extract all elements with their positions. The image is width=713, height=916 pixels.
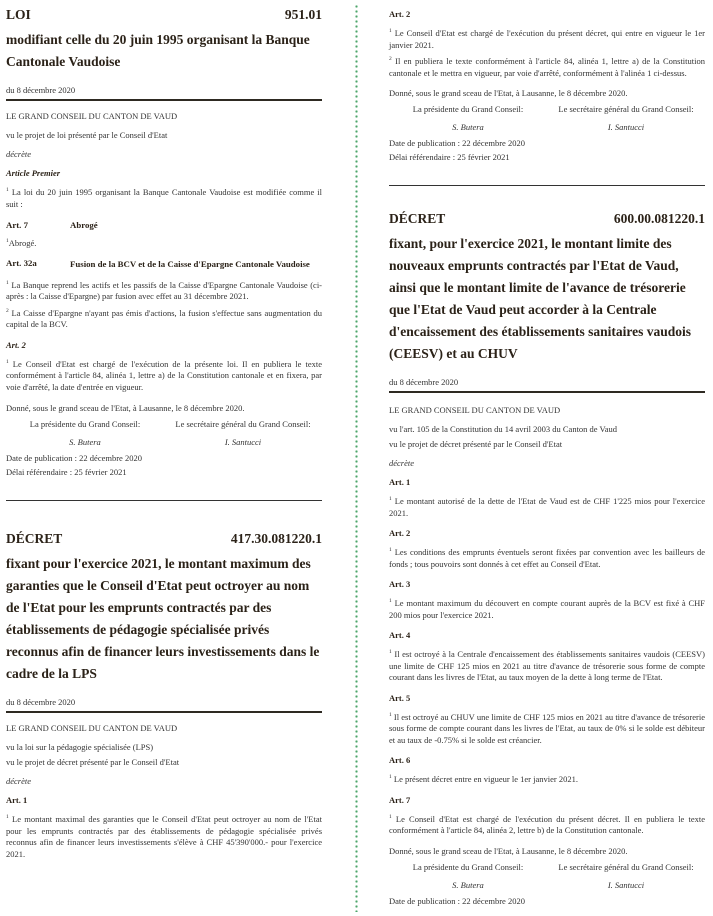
article-label: Art. 1 xyxy=(389,477,411,487)
article-label: Art. 2 xyxy=(389,528,411,538)
article-text: $^1$ Le montant autorisé de la dette de l'Etat de Vaud est de CHF 1'225 mios pour l'exercice 2021. xyxy=(389,496,705,518)
act-date: du 8 décembre 2020 xyxy=(389,377,459,387)
considerant: vu le projet de décret présenté par le Conseil d'Etat xyxy=(6,757,180,767)
art2-label: Art. 2 xyxy=(389,9,411,19)
act-date: du 8 décembre 2020 xyxy=(6,85,76,95)
publication-date: Date de publication : 22 décembre 2020 xyxy=(6,453,142,463)
act-header xyxy=(389,211,705,227)
article-label: Art. 7 xyxy=(389,794,411,805)
article-label: Art. 5 xyxy=(389,692,411,703)
signature-names: S. Butera I. Santucci xyxy=(452,879,645,890)
considerant: vu la loi sur la pédagogie spécialisée (LPS) xyxy=(6,742,154,752)
art2-label: Art. 2 xyxy=(6,339,26,350)
given-at: Donné, sous le grand sceau de l'Etat, à Lausanne, le 8 décembre 2020. xyxy=(389,845,628,856)
decrete: décrète xyxy=(6,776,32,786)
signature-roles: La présidente du Grand Conseil: Le secrétaire général du Grand Conseil: xyxy=(412,861,694,872)
referendum-deadline: Délai référendaire : 25 février 2021 xyxy=(389,152,510,162)
art32a-al1: $^1$ La Banque reprend les actifs et les passifs de la Caisse d'Epargne Cantonale Vaudoise (ci-après : la Caisse d'Epargne) par fusion avec effet au 31 décembre 2021. xyxy=(6,279,323,301)
authority: LE GRAND CONSEIL DU CANTON DE VAUD xyxy=(6,723,178,733)
header-rule xyxy=(6,99,322,101)
act-header xyxy=(6,531,322,547)
decrete: décrète xyxy=(6,149,32,159)
decret-417-30 xyxy=(6,501,322,860)
signature-names: S. Butera I. Santucci xyxy=(452,122,645,132)
act-title: modifiant celle du 20 juin 1995 organisant la Banque Cantonale Vaudoise xyxy=(6,32,310,69)
art32a-header: Art. 32a Fusion de la BCV et de la Caisse d'Epargne Cantonale Vaudoise xyxy=(6,257,310,269)
article-text: $^1$ Le Conseil d'Etat est chargé de l'exécution du présent décret. Il en publiera le texte conformément à l'article 84, alinéa 2, lettre b) de la Constitution cantonale. xyxy=(389,813,705,835)
referendum-deadline: Délai référendaire : 25 février 2021 xyxy=(6,467,127,477)
right-column xyxy=(389,0,705,906)
art2-al1: $^1$ Le Conseil d'Etat est chargé de l'exécution du présent décret, qui entre en vigueur le 1er janvier 2021. xyxy=(389,28,705,50)
act-type: DÉCRET xyxy=(6,531,63,546)
art32a-al2: $^2$ La Caisse d'Epargne n'ayant pas émis d'actions, la fusion s'effectue sans augmentation du capital de la BCV. xyxy=(6,307,322,329)
signature-roles: La présidente du Grand Conseil: Le secrétaire général du Grand Conseil: xyxy=(29,419,311,429)
publication-date: Date de publication : 22 décembre 2020 xyxy=(389,895,525,906)
act-type: DÉCRET xyxy=(389,211,446,226)
article-premier-text: $^1$ La loi du 20 juin 1995 organisant la Banque Cantonale Vaudoise est modifiée comme il suit : xyxy=(6,187,322,209)
act-type: LOI xyxy=(6,7,31,22)
decrete: décrète xyxy=(389,458,415,468)
decret-600-00 xyxy=(389,186,705,906)
article-text: $^1$ Le montant maximum du découvert en compte courant auprès de la BCV est fixé à CHF 200 mios pour l'exercice 2021. xyxy=(389,598,706,620)
act-number: 600.00.081220.1 xyxy=(613,211,705,226)
article-list xyxy=(389,477,705,837)
art2-al2: $^2$ Il en publiera le texte conformément à l'article 84, alinéa 1, lettre a) de la Constitution cantonale et le mettra en vigueur, par voie d'arrêté, conformément à l'alinéa 1 ci-dessus. xyxy=(389,56,706,78)
given-at: Donné, sous le grand sceau de l'Etat, à Lausanne, le 8 décembre 2020. xyxy=(6,403,245,413)
considerant: vu l'art. 105 de la Constitution du 14 avril 2003 du Canton de Vaud xyxy=(389,424,618,434)
signature-roles: La présidente du Grand Conseil: Le secrétaire général du Grand Conseil: xyxy=(412,104,694,114)
act-number: 951.01 xyxy=(284,7,322,22)
authority: LE GRAND CONSEIL DU CANTON DE VAUD xyxy=(6,111,178,121)
left-column xyxy=(6,0,322,860)
act-title: fixant pour l'exercice 2021, le montant maximum des garanties que le Conseil d'Etat peut octroyer au nom de l'Etat pour les emprunts contractés par des établissements de pédagogie spécialisée privés reconnus afin de financer leurs investissements dans le cadre de la LPS xyxy=(6,556,320,681)
act-title: fixant, pour l'exercice 2021, le montant limite des nouveaux emprunts contractés par l'Etat de Vaud, ainsi que le montant limite de l'avance de trésorerie que l'Etat de Vaud peut accorder à la Centrale d'encaissement des établissements sanitaires vaudois (CEESV) et au CHUV xyxy=(389,236,692,361)
given-at: Donné, sous le grand sceau de l'Etat, à Lausanne, le 8 décembre 2020. xyxy=(389,88,628,98)
header-rule xyxy=(389,391,705,393)
act-date: du 8 décembre 2020 xyxy=(6,697,76,707)
considerant: vu le projet de loi présenté par le Conseil d'Etat xyxy=(6,130,168,140)
column-divider xyxy=(355,4,358,912)
article-label: Art. 4 xyxy=(389,630,411,640)
act-number: 417.30.081220.1 xyxy=(230,531,322,546)
act-header xyxy=(6,7,322,23)
art1-text: $^1$ Le montant maximal des garanties que le Conseil d'Etat peut octroyer au nom de l'Etat pour les emprunts contractés par des établissements de pédagogie spécialisée privés reconnus afin de financer leurs investissements s'élève à CHF 45'390'000.- pour l'exercice 2021. xyxy=(6,814,322,859)
art7-text: $^1$Abrogé. xyxy=(6,238,37,248)
article-text: $^1$ Les conditions des emprunts éventuels seront fixées par convention avec les bailleurs de fonds ; tous pouvoirs sont donnés à cet effet au Conseil d'Etat. xyxy=(389,547,706,569)
considerant: vu le projet de décret présenté par le Conseil d'Etat xyxy=(389,439,563,449)
article-text: $^1$ Il est octroyé au CHUV une limite de CHF 125 mios en 2021 au titre d'avance de trésorerie sous forme de compte courant dans les livres de l'Etat, au taux de 0% si le solde est débiteur et au taux de -0.75% si le solde est créancier. xyxy=(389,711,705,745)
article-label: Art. 6 xyxy=(389,755,411,765)
article-text: $^1$ Le présent décret entre en vigueur le 1er janvier 2021. xyxy=(389,774,578,784)
signature-names: S. Butera I. Santucci xyxy=(69,437,262,447)
article-text: $^1$ Il est octroyé à la Centrale d'encaissement des établissements sanitaires vaudois (CEESV) une limite de CHF 125 mios en 2021 au titre d'avance de trésorerie sous forme de compte courant dans les livres de l'Etat, au taux moyen de la dette à long terme de l'Etat. xyxy=(389,649,705,682)
article-premier-label: Article Premier xyxy=(6,168,61,178)
article-label: Art. 3 xyxy=(389,579,411,589)
authority: LE GRAND CONSEIL DU CANTON DE VAUD xyxy=(389,405,561,415)
art2-text: $^1$ Le Conseil d'Etat est chargé de l'exécution de la présente loi. Il en publiera le texte conformément à l'article 84, alinéa 1, lettre a) de la Constitution cantonale et en fixera, par voie d'arrêté, la date d'entrée en vigueur. xyxy=(6,358,323,392)
art1-label: Art. 1 xyxy=(6,795,28,805)
header-rule xyxy=(6,711,322,713)
loi-951-01 xyxy=(6,0,322,477)
art7-header: Art. 7 Abrogé xyxy=(6,220,98,230)
decret-417-30-continued xyxy=(389,0,705,162)
publication-date: Date de publication : 22 décembre 2020 xyxy=(389,138,525,148)
